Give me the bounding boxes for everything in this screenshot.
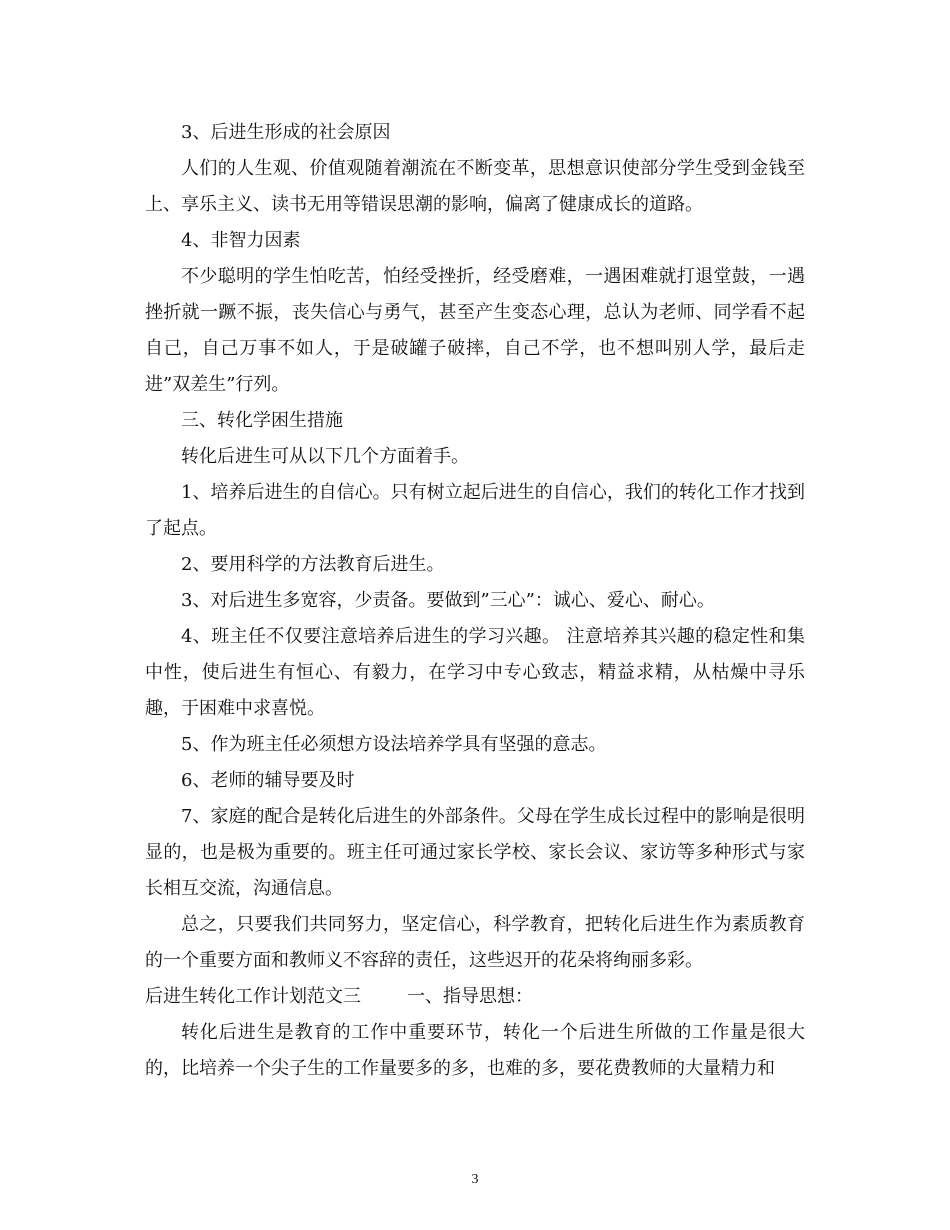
paragraph-social-causes: 人们的人生观、价值观随着潮流在不断变革，思想意识使部分学生受到金钱至上、享乐主义、读书无用等错误思潮的影响，偏离了健康成长的道路。 <box>145 158 805 215</box>
section-subheading: 一、指导思想： <box>407 986 533 1007</box>
measure-item-7: 7、家庭的配合是转化后进生的外部条件。父母在学生成长过程中的影响是很明显的，也是极为重要的。班主任可通过家长学校、家长会议、家访等多种形式与家长相互交流，沟通信息。 <box>145 806 805 899</box>
subheading-non-intellectual-factors: 4、非智力因素 <box>181 230 301 251</box>
paragraph-measures-intro: 转化后进生可从以下几个方面着手。 <box>181 446 469 467</box>
measure-item-1: 1、培养后进生的自信心。只有树立起后进生的自信心，我们的转化工作才找到了起点。 <box>145 482 805 539</box>
paragraph-conclusion: 总之，只要我们共同努力，坚定信心，科学教育，把转化后进生作为素质教育的一个重要方面和教师义不容辞的责任，这些迟开的花朵将绚丽多彩。 <box>145 914 805 971</box>
document-body <box>145 115 805 1087</box>
section-title: 后进生转化工作计划范文三 <box>145 986 361 1007</box>
page-number: 3 <box>471 1172 479 1187</box>
paragraph-non-intellectual-factors: 不少聪明的学生怕吃苦，怕经受挫折，经受磨难，一遇困难就打退堂鼓，一遇挫折就一蹶不振，丧失信心与勇气，甚至产生变态心理，总认为老师、同学看不起自己，自己万事不如人，于是破罐子破摔，自己不学，也不想叫别人学，最后走进”双差生”行列。 <box>145 266 805 395</box>
measure-item-3: 3、对后进生多宽容，少责备。要做到”三心”：诚心、爱心、耐心。 <box>181 590 715 611</box>
section-heading-line <box>145 979 805 1015</box>
heading-measures: 三、转化学困生措施 <box>181 410 343 431</box>
measure-item-4: 4、班主任不仅要注意培养后进生的学习兴趣。 注意培养其兴趣的稳定性和集中性，使后进生有恒心、有毅力，在学习中专心致志，精益求精，从枯燥中寻乐趣，于困难中求喜悦。 <box>145 626 805 719</box>
measure-item-5: 5、作为班主任必须想方设法培养学具有坚强的意志。 <box>181 734 607 755</box>
paragraph-guiding-thought: 转化后进生是教育的工作中重要环节，转化一个后进生所做的工作量是很大的，比培养一个尖子生的工作量要多的多，也难的多，要花费教师的大量精力和 <box>145 1022 805 1079</box>
subheading-social-causes: 3、后进生形成的社会原因 <box>181 122 391 143</box>
measure-item-6: 6、老师的辅导要及时 <box>181 770 355 791</box>
measure-item-2: 2、要用科学的方法教育后进生。 <box>181 554 445 575</box>
